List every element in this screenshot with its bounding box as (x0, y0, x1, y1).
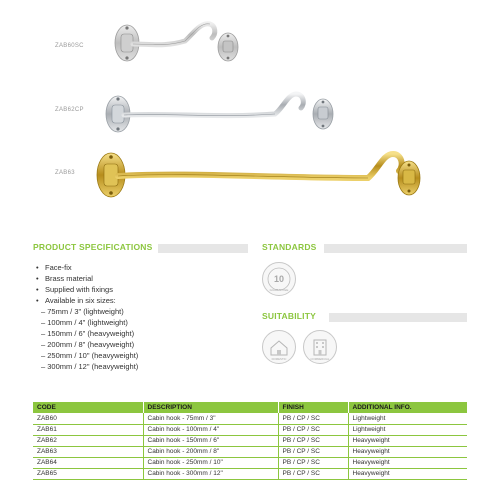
guarantee-text: GUARANTEE (269, 287, 288, 292)
house-icon (262, 330, 296, 364)
description-cell: Cabin hook - 300mm / 12" (143, 468, 278, 479)
table-row (33, 446, 467, 457)
hook-zab60sc (115, 24, 238, 61)
domestic-badge (262, 330, 296, 364)
commercial-badge (303, 330, 337, 364)
code-cell: ZAB63 (33, 446, 143, 457)
description-cell: Cabin hook - 75mm / 3" (143, 413, 278, 424)
finish-cell: PB / CP / SC (278, 446, 348, 457)
finish-cell: PB / CP / SC (278, 457, 348, 468)
finish-cell: PB / CP / SC (278, 468, 348, 479)
guarantee-number: 10 (273, 273, 284, 284)
guarantee-badge (262, 262, 296, 296)
table-header-row (33, 402, 467, 413)
spec-item: • Face-fix (33, 262, 248, 273)
info-cell: Lightweight (348, 413, 467, 424)
column-header: ADDITIONAL INFO. (348, 402, 467, 413)
size-item: – 75mm / 3" (lightweight) (41, 307, 124, 316)
column-header: CODE (33, 402, 143, 413)
info-cell: Lightweight (348, 424, 467, 435)
table-row (33, 457, 467, 468)
info-cell: Heavyweight (348, 468, 467, 479)
hook-zab62cp (106, 94, 333, 132)
size-item: – 200mm / 8" (heavyweight) (41, 340, 135, 349)
code-cell: ZAB61 (33, 424, 143, 435)
spec-item: • Brass material (33, 273, 248, 284)
suitability-title: SUITABILITY (262, 311, 316, 321)
building-icon (303, 330, 337, 364)
cabin-hook-images (0, 0, 500, 228)
table-row (33, 413, 467, 424)
finish-cell: PB / CP / SC (278, 424, 348, 435)
finish-cell: PB / CP / SC (278, 435, 348, 446)
finish-cell: PB / CP / SC (278, 413, 348, 424)
table-row (33, 435, 467, 446)
specifications-title: PRODUCT SPECIFICATIONS (33, 242, 153, 252)
spec-item: • Supplied with fixings (33, 284, 248, 295)
code-cell: ZAB65 (33, 468, 143, 479)
table-row (33, 424, 467, 435)
code-cell: ZAB62 (33, 435, 143, 446)
code-cell: ZAB60 (33, 413, 143, 424)
info-cell: Heavyweight (348, 435, 467, 446)
description-cell: Cabin hook - 250mm / 10" (143, 457, 278, 468)
spec-item: • Available in six sizes: (33, 295, 248, 306)
standards-title: STANDARDS (262, 242, 317, 252)
size-item: – 150mm / 6" (heavyweight) (41, 329, 135, 338)
commercial-text: COMMERCIAL (310, 356, 329, 361)
column-header: DESCRIPTION (143, 402, 278, 413)
size-item: – 300mm / 12" (heavyweight) (41, 362, 139, 371)
description-cell: Cabin hook - 200mm / 8" (143, 446, 278, 457)
code-cell: ZAB64 (33, 457, 143, 468)
product-code-table (33, 402, 467, 480)
section-divider (329, 313, 467, 322)
product-code-label: ZAB62CP (55, 107, 84, 113)
product-code-label: ZAB60SC (55, 43, 84, 49)
guarantee-icon (262, 262, 296, 296)
section-divider (158, 244, 248, 253)
domestic-text: DOMESTIC (271, 356, 286, 361)
info-cell: Heavyweight (348, 446, 467, 457)
specifications-list (33, 262, 248, 372)
info-cell: Heavyweight (348, 457, 467, 468)
description-cell: Cabin hook - 150mm / 6" (143, 435, 278, 446)
column-header: FINISH (278, 402, 348, 413)
product-photos (0, 0, 500, 228)
description-cell: Cabin hook - 100mm / 4" (143, 424, 278, 435)
size-item: – 250mm / 10" (heavyweight) (41, 351, 139, 360)
hook-zab63 (97, 153, 420, 197)
table-row (33, 468, 467, 479)
section-divider (324, 244, 467, 253)
product-code-label: ZAB63 (55, 170, 75, 176)
size-item: – 100mm / 4" (lightweight) (41, 318, 128, 327)
